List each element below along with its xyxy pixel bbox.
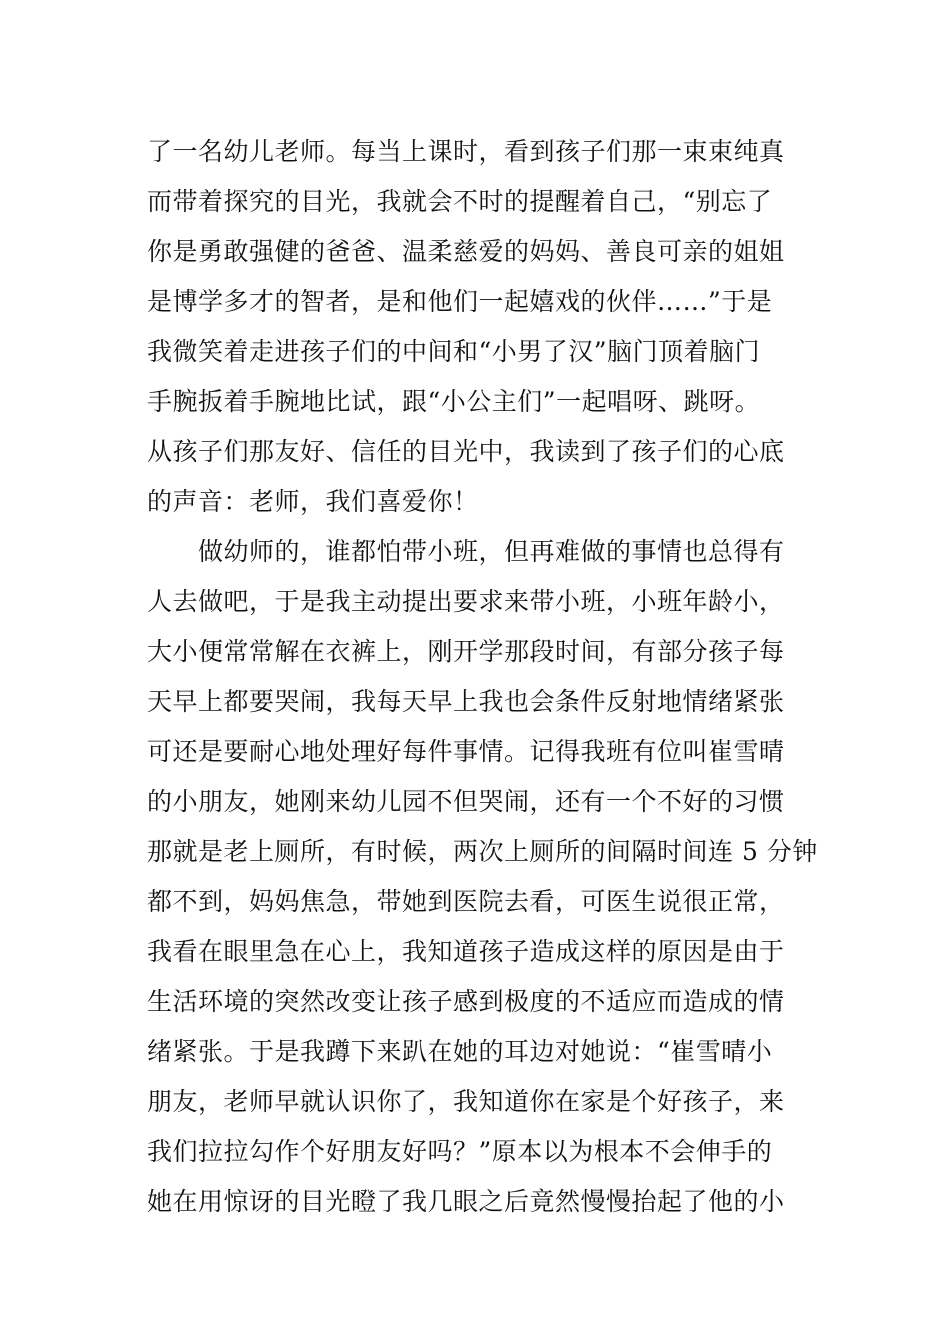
text-line: 的声音：老师，我们喜爱你！ [147,487,479,516]
text-line: 她在用惊讶的目光瞪了我几眼之后竟然慢慢抬起了他的小 [147,1187,785,1216]
text-line: 大小便常常解在衣裤上，刚开学那段时间，有部分孩子每 [147,637,785,666]
text-line: 而带着探究的目光，我就会不时的提醒着自己，“别忘了 [147,187,773,216]
text-line: 都不到，妈妈焦急，带她到医院去看，可医生说很正常， [147,887,785,916]
text-line: 人去做吧，于是我主动提出要求来带小班，小班年龄小， [147,587,785,616]
text-line: 我们拉拉勾作个好朋友好吗？”原本以为根本不会伸手的 [147,1137,773,1166]
text-line: 朋友，老师早就认识你了，我知道你在家是个好孩子，来 [147,1087,785,1116]
text-line: 生活环境的突然改变让孩子感到极度的不适应而造成的情 [147,987,785,1016]
text-line: 我微笑着走进孩子们的中间和“小男了汉”脑门顶着脑门 [147,337,761,366]
text-line: 那就是老上厕所，有时候，两次上厕所的间隔时间连 5 分钟 [147,837,818,866]
text-line: 绪紧张。于是我蹲下来趴在她的耳边对她说：“崔雪晴小 [147,1037,773,1066]
text-line: 了一名幼儿老师。每当上课时，看到孩子们那一束束纯真 [147,137,785,166]
text-line: 是博学多才的智者，是和他们一起嬉戏的伙伴……”于是 [147,287,773,316]
paragraph-start-line: 做幼师的，谁都怕带小班，但再难做的事情也总得有 [147,537,785,566]
text-line: 我看在眼里急在心上，我知道孩子造成这样的原因是由于 [147,937,785,966]
text-line: 可还是要耐心地处理好每件事情。记得我班有位叫崔雪晴 [147,737,785,766]
text-line: 从孩子们那友好、信任的目光中，我读到了孩子们的心底 [147,437,785,466]
text-line: 你是勇敢强健的爸爸、温柔慈爱的妈妈、善良可亲的姐姐 [147,237,785,266]
text-line: 天早上都要哭闹，我每天早上我也会条件反射地情绪紧张 [147,687,785,716]
text-line: 手腕扳着手腕地比试，跟“小公主们”一起唱呀、跳呀。 [147,387,761,416]
body-text [147,127,817,1227]
text-line: 的小朋友，她刚来幼儿园不但哭闹，还有一个不好的习惯 [147,787,785,816]
